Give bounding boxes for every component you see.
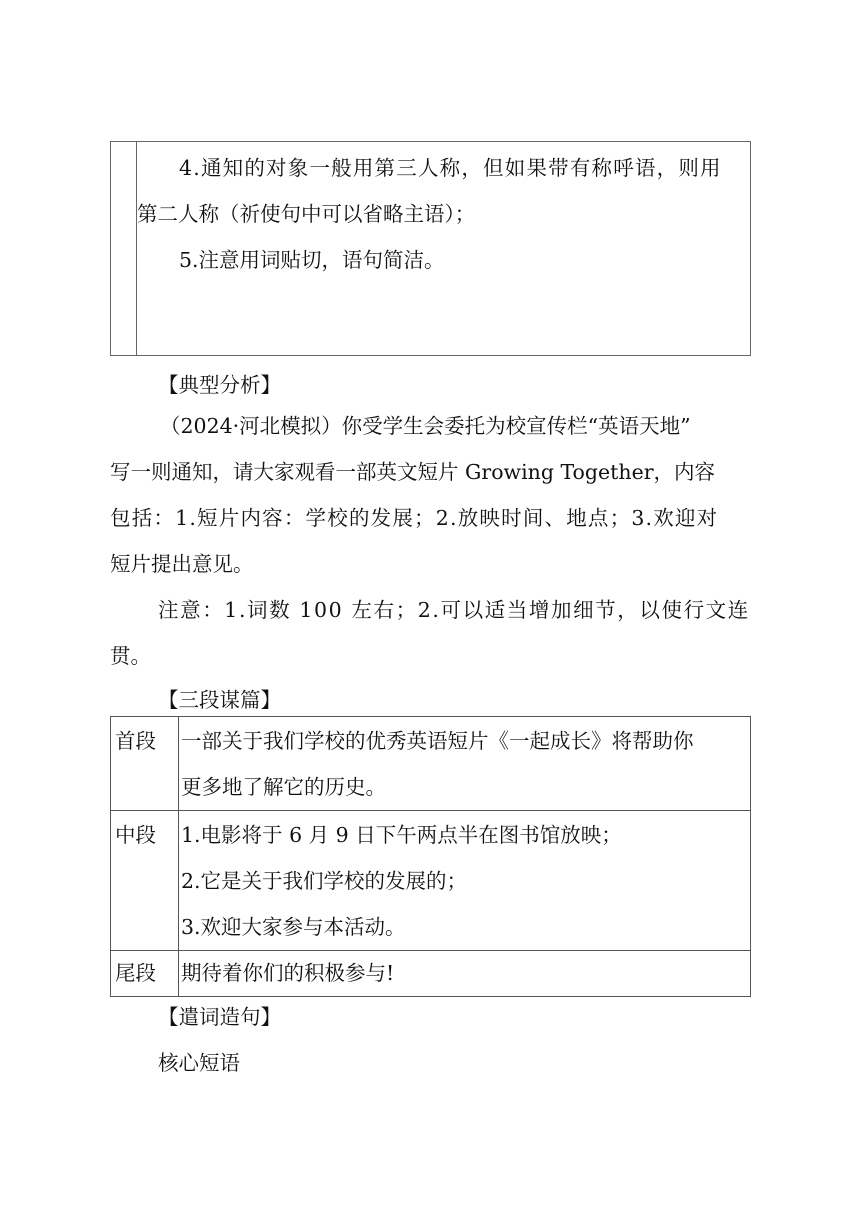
plan-row-content (179, 951, 751, 997)
plan-line: 1.电影将于 6 月 9 日下午两点半在图书馆放映； (181, 823, 622, 847)
plan-line: 期待着你们的积极参与! (181, 961, 395, 985)
plan-row-label: 尾段 (111, 951, 179, 997)
prompt-line-1: （2024·河北模拟）你受学生会委托为校宣传栏“英语天地” (160, 414, 691, 438)
plan-row-closing (111, 951, 751, 997)
typical-analysis-heading: 【典型分析】 (158, 373, 281, 397)
tip-point-5: 5.注意用词贴切，语句简洁。 (179, 248, 445, 272)
plan-line: 2.它是关于我们学校的发展的； (181, 869, 468, 893)
tips-table-cell (137, 142, 750, 355)
plan-row-content (179, 717, 751, 811)
core-phrases-subheading: 核心短语 (158, 1051, 240, 1075)
plan-row-opening (111, 717, 751, 811)
prompt-line-3: 包括：1.短片内容：学校的发展；2.放映时间、地点；3.欢迎对 (110, 506, 719, 530)
prompt-line-2: 写一则通知，请大家观看一部英文短片 Growing Together，内容 (110, 460, 716, 484)
typical-analysis-prompt (110, 403, 752, 587)
plan-row-label: 首段 (111, 717, 179, 811)
tips-table-left-column (111, 142, 137, 355)
three-part-plan-table (110, 716, 751, 997)
tip-point-4-line-2: 第二人称（祈使句中可以省略主语）； (137, 202, 476, 226)
notice-tips-table (110, 141, 751, 356)
tip-point-4-line-1: 4.通知的对象一般用第三人称，但如果带有称呼语，则用 (179, 156, 722, 180)
plan-line: 3.欢迎大家参与本活动。 (181, 915, 406, 939)
plan-row-content (179, 811, 751, 951)
word-building-heading: 【遣词造句】 (158, 1005, 281, 1029)
plan-row-label: 中段 (111, 811, 179, 951)
plan-line: 更多地了解它的历史。 (181, 775, 386, 799)
note-line-2: 贯。 (110, 644, 151, 668)
prompt-line-4: 短片提出意见。 (110, 552, 254, 576)
typical-analysis-note (110, 587, 752, 679)
plan-row-middle (111, 811, 751, 951)
note-line-1: 注意：1.词数 100 左右；2.可以适当增加细节，以使行文连 (158, 598, 750, 622)
three-part-plan-heading: 【三段谋篇】 (158, 688, 281, 712)
plan-line: 一部关于我们学校的优秀英语短片《一起成长》将帮助你 (181, 729, 694, 753)
